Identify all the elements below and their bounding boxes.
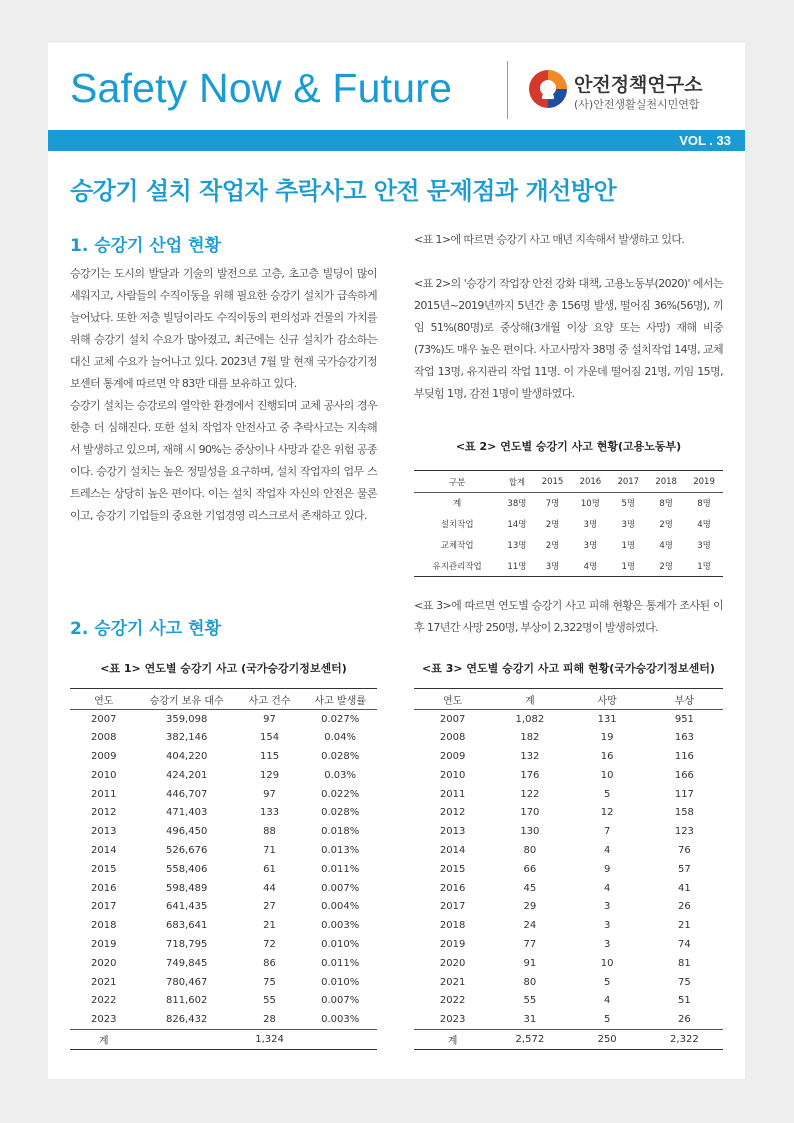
table-cell: 57 bbox=[678, 863, 691, 875]
table-row bbox=[70, 728, 377, 747]
table-row bbox=[414, 535, 723, 556]
table-header-cell: 2017 bbox=[609, 471, 647, 493]
table-cell: 359,098 bbox=[165, 713, 208, 725]
table-cell: 446,707 bbox=[165, 788, 208, 800]
table-cell: 1,082 bbox=[515, 713, 545, 725]
table-cell: 3명 bbox=[583, 541, 598, 551]
table-cell: 5 bbox=[603, 1013, 611, 1025]
table-cell: 77 bbox=[523, 938, 537, 950]
table-cell: 1,324 bbox=[236, 1029, 304, 1049]
table-cell: 718,795 bbox=[165, 938, 208, 950]
volume-label: VOL . 33 bbox=[679, 133, 731, 148]
table-cell: 61 bbox=[263, 863, 276, 875]
table-cell: 2021 bbox=[91, 976, 117, 988]
table-cell: 2015 bbox=[439, 863, 466, 875]
table-header-cell: 합계 bbox=[500, 471, 533, 493]
table-cell: 130 bbox=[520, 826, 540, 838]
table-cell: 2명 bbox=[545, 520, 560, 530]
table-cell: 2010 bbox=[439, 769, 466, 781]
table-3 bbox=[414, 688, 723, 1050]
table-row bbox=[414, 728, 723, 747]
table-header-cell: 2015 bbox=[534, 471, 572, 493]
table-cell: 51 bbox=[678, 995, 691, 1007]
table-cell: 3 bbox=[603, 920, 611, 932]
table-header-cell: 연도 bbox=[70, 689, 138, 710]
table-cell: 0.007% bbox=[321, 882, 360, 894]
table-cell: 55 bbox=[263, 995, 276, 1007]
table-cell: 749,845 bbox=[165, 957, 208, 969]
right-paragraph-1: <표 1>에 따르면 승강기 사고 매년 지속해서 발생하고 있다. bbox=[414, 233, 685, 246]
table-cell: 2명 bbox=[545, 541, 560, 551]
table-cell: 170 bbox=[520, 807, 540, 819]
table-cell: 27 bbox=[263, 901, 276, 913]
table-cell: 0.027% bbox=[321, 713, 360, 725]
table-cell: 21 bbox=[263, 920, 276, 932]
table-header-cell: 2019 bbox=[685, 471, 723, 493]
table-cell: 14명 bbox=[507, 520, 527, 530]
table-row bbox=[414, 935, 723, 954]
org-logo-icon bbox=[528, 69, 568, 109]
table-cell: 2017 bbox=[91, 901, 117, 913]
table-header-cell: 2018 bbox=[647, 471, 685, 493]
table-row bbox=[70, 879, 377, 898]
table-cell: 951 bbox=[674, 713, 694, 725]
table-header-cell: 연도 bbox=[414, 689, 491, 710]
table-cell: 2020 bbox=[439, 957, 466, 969]
table-cell: 5 bbox=[603, 976, 611, 988]
table-cell: 유지관리작업 bbox=[414, 556, 500, 577]
table-row bbox=[70, 841, 377, 860]
newsletter-page bbox=[48, 43, 745, 1079]
table-cell: 0.028% bbox=[321, 807, 360, 819]
table-cell: 163 bbox=[674, 732, 694, 744]
table-cell: 2018 bbox=[439, 920, 466, 932]
table-cell: 182 bbox=[520, 732, 540, 744]
table-3-caption: <표 3> 연도별 승강기 사고 피해 현황(국가승강기정보센터) bbox=[422, 662, 715, 675]
masthead-divider bbox=[507, 61, 508, 119]
table-cell: 131 bbox=[597, 713, 617, 725]
table-cell: 계 bbox=[453, 499, 462, 510]
table-cell: 0.018% bbox=[321, 826, 360, 838]
table-cell: 5 bbox=[603, 788, 611, 800]
table-cell: 66 bbox=[523, 863, 537, 875]
table-cell: 74 bbox=[678, 938, 691, 950]
table-cell: 8명 bbox=[697, 499, 711, 510]
table-row bbox=[414, 710, 723, 729]
table-cell: 91 bbox=[523, 957, 537, 969]
table-header-cell: 2016 bbox=[571, 471, 609, 493]
table-cell: 4명 bbox=[659, 541, 673, 551]
table-2-caption: <표 2> 연도별 승강기 사고 현황(고용노동부) bbox=[455, 440, 682, 453]
table-cell: 26 bbox=[678, 901, 691, 913]
table-cell: 496,450 bbox=[165, 826, 208, 838]
table-row bbox=[70, 822, 377, 841]
table-cell: 2021 bbox=[439, 976, 466, 988]
table-cell: 2019 bbox=[439, 938, 466, 950]
table-row bbox=[414, 841, 723, 860]
table-cell: 0.003% bbox=[321, 1013, 360, 1025]
table-header-cell: 부상 bbox=[646, 689, 723, 710]
table-row bbox=[70, 860, 377, 879]
table-cell: 598,489 bbox=[165, 882, 208, 894]
table-header-cell: 사망 bbox=[569, 689, 646, 710]
table-1-caption: <표 1> 연도별 승강기 사고 (국가승강기정보센터) bbox=[100, 662, 347, 675]
table-cell: 80 bbox=[523, 844, 537, 856]
table-row bbox=[414, 785, 723, 804]
org-subtitle: (사)안전생활실천시민연합 bbox=[574, 98, 700, 111]
table-cell: 404,220 bbox=[165, 750, 208, 762]
table-cell: 5명 bbox=[621, 499, 636, 510]
table-cell: 2016 bbox=[439, 882, 466, 894]
table-cell: 41 bbox=[678, 882, 691, 894]
table-row bbox=[414, 973, 723, 992]
table-cell: 38명 bbox=[507, 499, 527, 510]
table-cell: 0.011% bbox=[321, 863, 360, 875]
table-cell: 4 bbox=[603, 995, 611, 1007]
table-cell: 0.03% bbox=[324, 769, 357, 781]
table-cell: 55 bbox=[523, 995, 537, 1007]
table-cell: 2008 bbox=[91, 732, 117, 744]
table-cell: 0.004% bbox=[321, 901, 360, 913]
table-row bbox=[70, 916, 377, 935]
table-cell: 3명 bbox=[583, 520, 598, 530]
table-row bbox=[414, 822, 723, 841]
table-row bbox=[414, 897, 723, 916]
table-cell: 7 bbox=[603, 826, 611, 838]
table-cell: 129 bbox=[259, 769, 280, 781]
table-cell: 2012 bbox=[439, 807, 466, 819]
table-cell: 75 bbox=[263, 976, 276, 988]
article-headline: 승강기 설치 작업자 추락사고 안전 문제점과 개선방안 bbox=[70, 177, 617, 205]
table-cell: 1명 bbox=[685, 556, 723, 577]
table-cell: 계 bbox=[70, 1029, 138, 1049]
table-cell: 2009 bbox=[91, 750, 117, 762]
table-cell: 1명 bbox=[621, 541, 636, 551]
table-row bbox=[70, 785, 377, 804]
table-cell: 2010 bbox=[91, 769, 117, 781]
table-row bbox=[414, 916, 723, 935]
table-cell: 683,641 bbox=[165, 920, 208, 932]
table-cell: 72 bbox=[263, 938, 276, 950]
table-cell: 16 bbox=[600, 750, 614, 762]
table-cell: 826,432 bbox=[165, 1013, 208, 1025]
table-cell: 24 bbox=[523, 920, 537, 932]
table-cell: 2017 bbox=[439, 901, 466, 913]
table-cell: 80 bbox=[523, 976, 537, 988]
table-cell: 97 bbox=[263, 713, 276, 725]
table-total-row bbox=[414, 1029, 723, 1049]
table-cell: 29 bbox=[523, 901, 537, 913]
right-paragraph-3: <표 3>에 따르면 연도별 승강기 사고 피해 현황은 통계가 조사된 이후 17년간 사망 250명, 부상이 2,322명이 발생하였다. bbox=[414, 599, 723, 634]
table-cell: 설치작업 bbox=[440, 520, 474, 530]
header-banner bbox=[48, 130, 745, 151]
table-cell: 166 bbox=[674, 769, 694, 781]
section-1-body bbox=[70, 263, 377, 527]
table-cell: 13명 bbox=[507, 541, 527, 551]
table-cell: 2023 bbox=[439, 1013, 466, 1025]
table-header-cell: 사고 건수 bbox=[236, 689, 304, 710]
table-cell: 97 bbox=[263, 788, 276, 800]
table-cell: 176 bbox=[520, 769, 540, 781]
table-cell: 2015 bbox=[91, 863, 117, 875]
table-cell bbox=[303, 1029, 377, 1049]
org-name: 안전정책연구소 bbox=[574, 74, 703, 96]
table-cell: 0.003% bbox=[321, 920, 360, 932]
table-cell: 382,146 bbox=[165, 732, 208, 744]
table-header-cell: 계 bbox=[491, 689, 568, 710]
table-cell: 10명 bbox=[580, 499, 600, 510]
table-cell: 2022 bbox=[91, 995, 117, 1007]
table-cell: 2016 bbox=[91, 882, 117, 894]
table-cell: 132 bbox=[520, 750, 540, 762]
table-row bbox=[414, 879, 723, 898]
table-row bbox=[414, 747, 723, 766]
table-row bbox=[70, 935, 377, 954]
table-header-cell: 사고 발생률 bbox=[303, 689, 377, 710]
table-header-cell: 승강기 보유 대수 bbox=[138, 689, 236, 710]
table-cell: 2020 bbox=[91, 957, 117, 969]
table-row bbox=[70, 991, 377, 1010]
table-cell: 0.013% bbox=[321, 844, 360, 856]
table-cell: 2,322 bbox=[646, 1029, 723, 1049]
table-cell: 2009 bbox=[439, 750, 466, 762]
table-cell: 2012 bbox=[91, 807, 117, 819]
table-cell: 2008 bbox=[439, 732, 466, 744]
table-row bbox=[70, 803, 377, 822]
table-cell: 2019 bbox=[91, 938, 117, 950]
table-cell: 133 bbox=[259, 807, 280, 819]
table-cell: 471,403 bbox=[165, 807, 208, 819]
table-cell: 115 bbox=[259, 750, 280, 762]
table-cell: 3 bbox=[603, 901, 611, 913]
table-total-row bbox=[70, 1029, 377, 1049]
table-row bbox=[414, 991, 723, 1010]
table-cell: 4명 bbox=[697, 520, 711, 530]
table-cell: 123 bbox=[674, 826, 694, 838]
table-cell: 0.04% bbox=[324, 732, 357, 744]
table-cell: 0.010% bbox=[321, 976, 360, 988]
table-cell: 0.010% bbox=[321, 938, 360, 950]
table-cell: 75 bbox=[678, 976, 691, 988]
table-cell: 45 bbox=[523, 882, 537, 894]
table-cell: 10 bbox=[600, 769, 614, 781]
section-1-title: 1. 승강기 산업 현황 bbox=[70, 236, 221, 256]
table-row bbox=[414, 1010, 723, 1029]
table-cell: 26 bbox=[678, 1013, 691, 1025]
table-cell: 1명 bbox=[609, 556, 647, 577]
table-row bbox=[414, 954, 723, 973]
table-row bbox=[414, 556, 723, 577]
table-cell: 424,201 bbox=[165, 769, 208, 781]
table-row bbox=[414, 803, 723, 822]
table-cell: 117 bbox=[674, 788, 694, 800]
table-cell: 76 bbox=[678, 844, 691, 856]
table-cell: 2011 bbox=[91, 788, 117, 800]
table-cell: 71 bbox=[263, 844, 276, 856]
table-cell: 0.028% bbox=[321, 750, 360, 762]
section-2-title: 2. 승강기 사고 현황 bbox=[70, 619, 221, 639]
table-cell: 2018 bbox=[91, 920, 117, 932]
table-header-cell: 구분 bbox=[414, 471, 500, 493]
table-row bbox=[414, 766, 723, 785]
table-cell: 2013 bbox=[439, 826, 466, 838]
table-cell: 122 bbox=[520, 788, 540, 800]
table-cell: 641,435 bbox=[165, 901, 208, 913]
table-cell: 158 bbox=[674, 807, 694, 819]
table-cell: 2,572 bbox=[491, 1029, 568, 1049]
table-cell: 116 bbox=[674, 750, 694, 762]
table-cell: 0.007% bbox=[321, 995, 360, 1007]
table-cell: 2022 bbox=[439, 995, 466, 1007]
table-cell: 2014 bbox=[91, 844, 117, 856]
table-cell: 4 bbox=[603, 844, 611, 856]
table-row bbox=[70, 1010, 377, 1029]
table-cell: 교체작업 bbox=[440, 541, 474, 551]
table-cell: 154 bbox=[259, 732, 280, 744]
table-cell: 31 bbox=[523, 1013, 537, 1025]
table-row bbox=[70, 766, 377, 785]
table-cell: 3명 bbox=[621, 520, 636, 530]
table-cell: 0.022% bbox=[321, 788, 360, 800]
table-cell: 9 bbox=[603, 863, 611, 875]
table-cell: 3명 bbox=[697, 541, 711, 551]
table-cell: 0.011% bbox=[321, 957, 360, 969]
table-row bbox=[70, 897, 377, 916]
table-cell: 2007 bbox=[91, 713, 117, 725]
table-cell: 10 bbox=[600, 957, 614, 969]
table-cell: 3 bbox=[603, 938, 611, 950]
table-cell: 12 bbox=[600, 807, 614, 819]
table-cell: 8명 bbox=[659, 499, 673, 510]
masthead-title: Safety Now & Future bbox=[70, 65, 453, 111]
table-1 bbox=[70, 688, 377, 1050]
right-paragraph-2: <표 2>의 '승강기 작업장 안전 강화 대책, 고용노동부(2020)' 에서는 2015년~2019년까지 5년간 총 156명 발생, 떨어짐 36%(56명), 끼임 51%(80명)로 중상해(3개월 이상 요양 또는 사망) 재해 비중(73%)도 매우 높은 편이다. 사고사망자 38명 중 설치작업 14명, 교체작업 13명, 유지관리 작업 11명. 이 가운데 떨어짐 21명, 끼임 15명, 부딪힘 1명, 감전 1명이 발생하였다. bbox=[414, 277, 723, 400]
table-cell: 11명 bbox=[500, 556, 533, 577]
table-row bbox=[414, 860, 723, 879]
table-row bbox=[70, 954, 377, 973]
table-cell: 88 bbox=[263, 826, 276, 838]
table-cell: 558,406 bbox=[165, 863, 208, 875]
table-cell: 2007 bbox=[439, 713, 466, 725]
table-cell: 21 bbox=[678, 920, 691, 932]
table-cell bbox=[138, 1029, 236, 1049]
table-cell: 2014 bbox=[439, 844, 466, 856]
table-cell: 4명 bbox=[571, 556, 609, 577]
table-cell: 계 bbox=[414, 1029, 491, 1049]
table-row bbox=[70, 710, 377, 729]
table-row bbox=[70, 973, 377, 992]
section-1-paragraph: 승강기는 도시의 발달과 기술의 발전으로 고층, 초고층 빌딩이 많이 세워지고, 사람들의 수직이동을 위해 필요한 승강기 설치가 급속하게 늘어났다. 또한 저층 빌딩이라도 수직이동의 편의성과 건물의 가치를 위해 승강기 설치 수요가 많아졌고, 최근에는 신규 설치가 감소하는 대신 교체 수요가 늘어나고 있다. 2023년 7월 말 현재 국가승강기정보센터 통계에 따르면 약 83만 대를 보유하고 있다. bbox=[70, 267, 377, 390]
table-cell: 28 bbox=[263, 1013, 276, 1025]
table-cell: 3명 bbox=[534, 556, 572, 577]
table-cell: 2011 bbox=[439, 788, 466, 800]
table-cell: 811,602 bbox=[165, 995, 208, 1007]
table-cell: 2명 bbox=[647, 556, 685, 577]
table-row bbox=[70, 747, 377, 766]
table-cell: 86 bbox=[263, 957, 276, 969]
table-cell: 2013 bbox=[91, 826, 117, 838]
table-cell: 526,676 bbox=[165, 844, 208, 856]
table-cell: 81 bbox=[678, 957, 691, 969]
table-cell: 7명 bbox=[545, 499, 560, 510]
table-cell: 44 bbox=[263, 882, 276, 894]
table-cell: 780,467 bbox=[165, 976, 208, 988]
table-2 bbox=[414, 470, 723, 577]
table-cell: 19 bbox=[600, 732, 614, 744]
section-1-paragraph: 승강기 설치는 승강로의 열악한 환경에서 진행되며 교체 공사의 경우 한층 더 심해진다. 또한 설치 작업자 안전사고 중 추락사고는 지속해서 발생하고 있으며, 재해 시 90%는 중상이나 사망과 같은 위험 공종이다. 승강기 설치는 높은 정밀성을 요구하며, 설치 작업자의 업무 스트레스는 상당히 높은 편이다. 이는 설치 작업자 자신의 안전은 물론이고, 승강기 기업들의 중요한 기업경영 리스크로서 존재하고 있다. bbox=[70, 399, 377, 522]
table-cell: 2명 bbox=[659, 520, 673, 530]
table-cell: 2023 bbox=[91, 1013, 117, 1025]
table-cell: 4 bbox=[603, 882, 611, 894]
table-row bbox=[414, 493, 723, 514]
table-row bbox=[414, 514, 723, 535]
table-cell: 250 bbox=[569, 1029, 646, 1049]
